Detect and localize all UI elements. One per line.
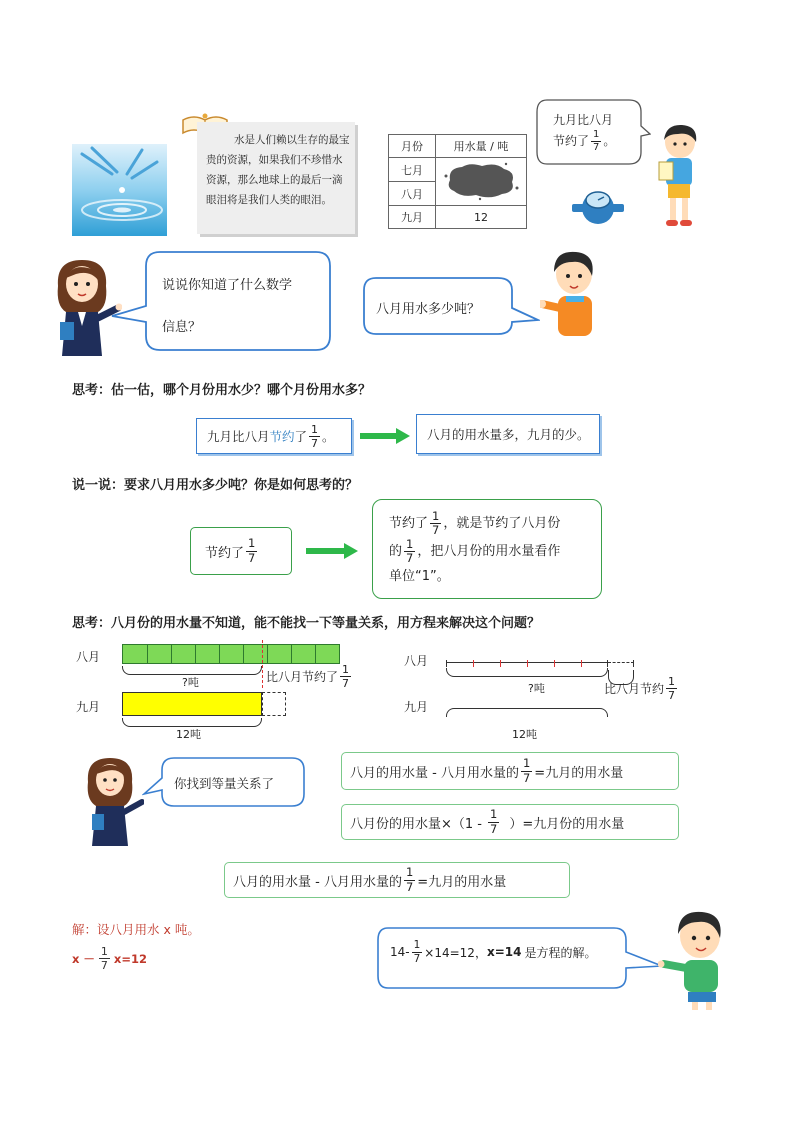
bar-diagram-left — [72, 640, 372, 750]
line-diagram-right — [400, 646, 700, 746]
table-cell-usage: 12 — [436, 206, 527, 229]
teacher-figure — [84, 756, 144, 846]
equation-box-2: 八月份的用水量×（1 - $\frac{1}{7}$ ）=九月份的用水量 — [341, 804, 679, 840]
think1-left-box: 九月比八月 节约 了 $\frac{1}{7}$ 。 — [196, 418, 352, 454]
boy-reading-figure — [656, 122, 700, 230]
september-line-brace-top — [446, 708, 608, 717]
say-left-box: 节约了 $\frac{1}{7}$ — [190, 527, 292, 575]
solution-bubble — [376, 926, 664, 990]
arrow-right-icon — [306, 543, 358, 563]
arrow-right-icon — [360, 428, 410, 448]
bubble-line1: 九月比八月 — [553, 113, 614, 127]
think1-right-box: 八月的用水量多，九月的少。 — [416, 414, 600, 454]
saved-part-dashed — [262, 692, 286, 716]
equation-box-1: 八月的用水量 - 八月用水量的 $\frac{1}{7}$ =九月的用水量 — [341, 752, 679, 790]
equation-box-3: 八月的用水量 - 八月用水量的 $\frac{1}{7}$ =九月的用水量 — [224, 862, 570, 898]
table-row — [389, 158, 527, 182]
brace-unknown — [446, 668, 608, 677]
label-known: 12吨 — [512, 728, 537, 741]
teacher-bubble-line2: 信息？ — [162, 320, 202, 335]
august-line — [446, 662, 608, 663]
water-drop-image — [72, 144, 167, 236]
label-august: 八月 — [404, 654, 429, 668]
ink-blot-cell — [436, 158, 527, 206]
water-meter-icon — [572, 184, 624, 228]
teacher-relation-text: 你找到等量关系了 — [174, 776, 275, 791]
bubble-line2: 节约了 $\frac{1}{7}$ 。 — [553, 129, 616, 153]
save-label: 比八月节约 $\frac{1}{7}$ — [604, 675, 676, 702]
teacher-bubble-line1: 说说你知道了什么数学 — [162, 278, 293, 293]
label-september: 九月 — [404, 700, 429, 714]
september-bar — [122, 692, 262, 716]
boy-question-text: 八月用水多少吨？ — [376, 302, 481, 317]
water-usage-table — [388, 134, 527, 229]
august-line-extension — [608, 662, 634, 663]
label-known: 12吨 — [176, 728, 201, 741]
say-right-line1: 节约了 $\frac{1}{7}$ ，就是节约了八月份 — [389, 508, 561, 537]
table-row — [389, 206, 527, 229]
say-right-line3: 单位“1”。 — [389, 569, 450, 584]
passage-text: 水是人们赖以生存的最宝贵的资源，如果我们不珍惜水资源，那么地球上的最后一滴眼泪将是我们人类的眼泪。 — [206, 134, 350, 206]
solution-equation: x － $\frac{1}{7}$ x=12 — [72, 945, 147, 972]
label-september: 九月 — [76, 700, 101, 714]
table-cell-month: 九月 — [389, 206, 436, 229]
label-august: 八月 — [76, 650, 101, 664]
solution-line1: 解：设八月用水 x 吨。 — [72, 922, 200, 937]
august-bar — [122, 644, 340, 664]
say-right-box — [372, 499, 602, 599]
teacher-relation-bubble — [142, 756, 306, 808]
boy-pointing-figure — [658, 910, 730, 1010]
boy-figure — [540, 248, 602, 344]
solution-bubble-text: 14- $\frac{1}{7}$ ×14=12， x=14 是方程的解。 — [390, 939, 597, 965]
label-unknown: ?吨 — [528, 682, 545, 695]
boy-speech-bubble — [533, 96, 651, 170]
ink-blot-icon — [440, 158, 522, 202]
table-cell-month: 八月 — [389, 182, 436, 206]
think2-heading: 思考：八月份的用水量不知道，能不能找一下等量关系，用方程来解决这个问题？ — [72, 616, 541, 631]
label-unknown: ?吨 — [182, 676, 199, 689]
say-heading: 说一说：要求八月用水多少吨？你是如何思考的？ — [72, 478, 359, 493]
boy-question-bubble — [362, 276, 540, 336]
table-header-usage: 用水量 / 吨 — [436, 135, 527, 158]
teacher-speech-bubble — [110, 250, 332, 352]
table-header-month: 月份 — [389, 135, 436, 158]
table-cell-month: 七月 — [389, 158, 436, 182]
saved-marker-line — [262, 640, 263, 688]
say-right-line2: 的 $\frac{1}{7}$ ，把八月份的用水量看作 — [389, 536, 561, 565]
save-label: 比八月节约了 $\frac{1}{7}$ — [266, 663, 350, 690]
think1-heading: 思考：估一估，哪个月份用水少？哪个月份用水多？ — [72, 383, 372, 398]
